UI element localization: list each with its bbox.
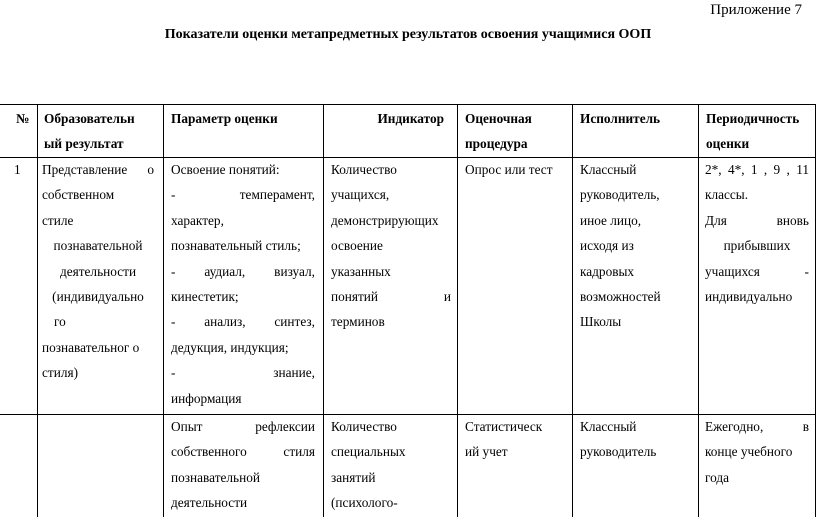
table-col-divider (698, 104, 699, 517)
indicator-line: Количество (331, 419, 397, 434)
param-line: деятельности (171, 495, 248, 511)
indicator-line: освоение (331, 238, 383, 254)
executor-cell (580, 414, 692, 465)
param-line: - знание, (171, 365, 315, 381)
param-line: характер, (171, 212, 224, 228)
header-period-line: Периодичность (706, 111, 800, 126)
result-line: Представление о (42, 162, 154, 177)
result-line: познавательной (53, 238, 143, 254)
param-line: Опыт рефлексии (171, 419, 315, 434)
result-line: стиле (42, 212, 74, 228)
param-line: познавательный стиль; (171, 238, 301, 254)
indicator-line: занятий (331, 469, 376, 485)
period-cell (705, 157, 809, 309)
period-line: индивидуально (705, 289, 793, 305)
executor-line: кадровых (580, 263, 635, 279)
header-procedure (465, 106, 532, 157)
procedure-line: Опрос или тест (465, 162, 553, 177)
table-col-divider (323, 104, 324, 517)
indicator-line: понятий и (331, 289, 451, 305)
header-period-line: оценки (706, 136, 750, 152)
result-line: стиля) (42, 365, 79, 381)
executor-line: Классный (580, 162, 637, 177)
period-cell (705, 414, 809, 490)
header-param (171, 106, 278, 131)
appendix-label: Приложение 7 (710, 2, 802, 18)
header-result-line: ый результат (44, 136, 124, 152)
param-line: - темперамент, (171, 187, 315, 203)
procedure-cell (465, 157, 569, 182)
procedure-cell (465, 414, 569, 465)
table-border-top (0, 104, 816, 105)
result-line: го (54, 314, 66, 330)
indicator-line: указанных (331, 263, 391, 279)
period-line: учащихся - (705, 263, 809, 279)
executor-line: руководитель (580, 444, 657, 460)
param-line: информация (171, 390, 242, 406)
param-line: собственного стиля (171, 444, 315, 460)
header-period (706, 106, 799, 157)
param-line: кинестетик; (171, 289, 239, 305)
period-line: прибывших (723, 238, 791, 254)
executor-line: исходя из (580, 238, 634, 254)
header-result-line: Образовательн (44, 111, 135, 126)
executor-line: Школы (580, 314, 622, 330)
indicator-line: (психолого- (331, 495, 398, 511)
param-line: познавательной (171, 469, 260, 485)
indicator-line: Количество (331, 162, 397, 177)
table-col-divider (37, 104, 38, 517)
param-line: - аудиал, визуал, (171, 263, 315, 279)
header-indicator (330, 106, 444, 131)
executor-line: возможностей (580, 289, 661, 305)
document-title: Показатели оценки метапредметных результатов освоения учащимися ООП (164, 27, 652, 42)
period-line: 2*, 4*, 1 , 9 , 11 (705, 162, 809, 177)
header-executor (580, 106, 660, 131)
header-num-text: № (16, 111, 30, 126)
header-indicator-text: Индикатор (377, 111, 444, 126)
period-line: года (705, 469, 730, 485)
executor-line: руководитель, (580, 187, 660, 203)
header-num (16, 106, 29, 131)
indicator-line: терминов (331, 314, 385, 330)
executor-cell (580, 157, 692, 335)
table-col-divider (572, 104, 573, 517)
executor-line: иное лицо, (580, 212, 642, 228)
param-cell (171, 414, 315, 516)
indicator-cell (331, 414, 451, 516)
header-result (44, 106, 135, 157)
param-cell (171, 157, 315, 411)
row-number (14, 157, 21, 182)
param-line: Освоение понятий: (171, 162, 280, 177)
indicator-line: учащихся, (331, 187, 390, 203)
header-procedure-line: Оценочная (465, 111, 532, 126)
indicator-cell (331, 157, 451, 335)
result-cell (42, 157, 154, 386)
header-procedure-line: процедура (465, 136, 528, 152)
header-param-text: Параметр оценки (171, 111, 278, 126)
row-number-text: 1 (14, 162, 21, 177)
result-line: собственном (42, 187, 115, 203)
result-line: познавательног о (42, 339, 140, 355)
executor-line: Классный (580, 419, 637, 434)
header-executor-text: Исполнитель (580, 111, 661, 126)
param-line: дедукция, индукция; (171, 339, 289, 355)
period-line: конце учебного (705, 444, 793, 460)
procedure-line: Статистическ (465, 419, 543, 434)
result-line: (индивидуально (52, 289, 144, 305)
period-line: классы. (705, 187, 749, 203)
indicator-line: специальных (331, 444, 406, 460)
period-line: Ежегодно, в (705, 419, 809, 434)
table-col-divider (163, 104, 164, 517)
indicator-line: демонстрирующих (331, 212, 439, 228)
result-line: деятельности (59, 263, 137, 279)
param-line: - анализ, синтез, (171, 314, 315, 330)
procedure-line: ий учет (465, 444, 508, 460)
period-line: Для вновь (705, 212, 809, 228)
table-col-divider (457, 104, 458, 517)
